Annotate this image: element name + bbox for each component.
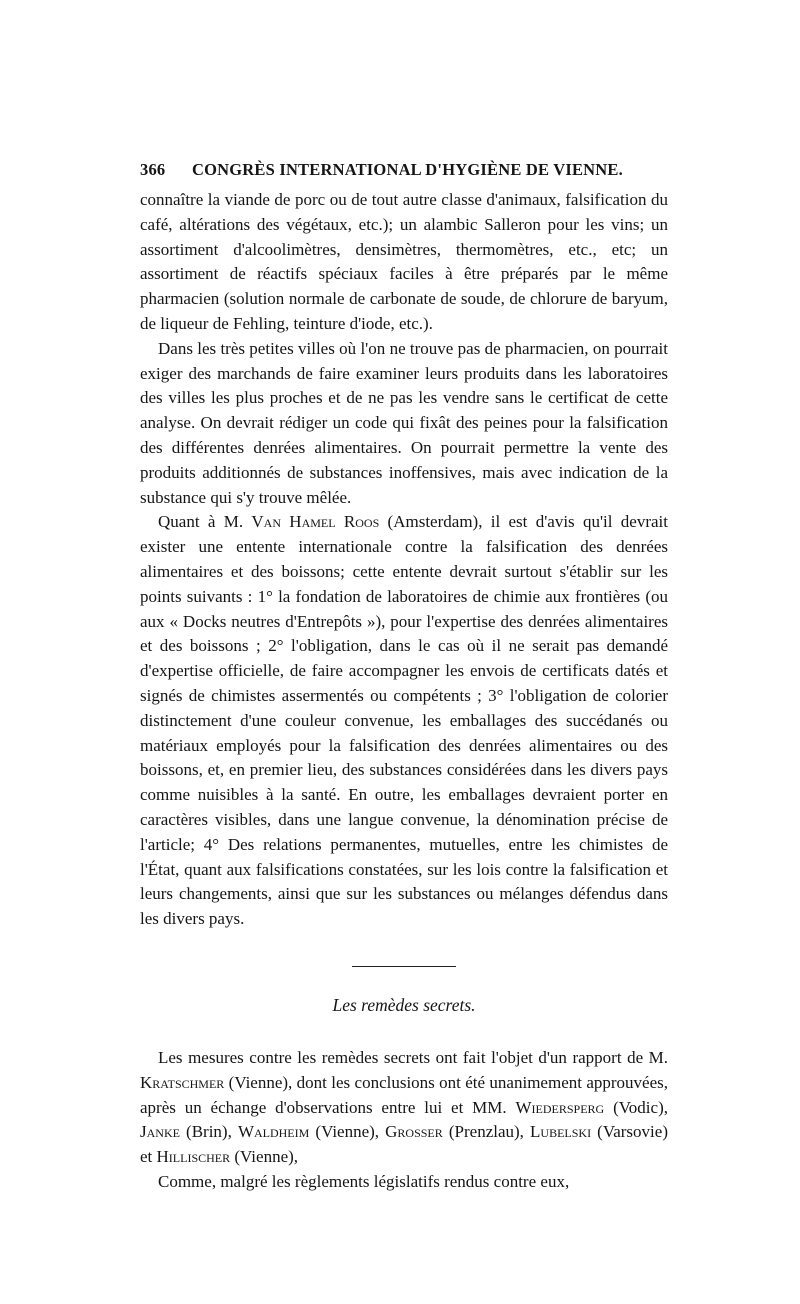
person-name: Wiedersperg [515, 1097, 605, 1117]
person-name: Van Hamel Roos [251, 512, 380, 532]
text-span: (Vienne), dont les conclusions ont été unanimement approuvées, après un échange d'observations entre lui et MM. [140, 1072, 668, 1117]
section-divider [352, 966, 456, 967]
body-text [140, 188, 668, 932]
person-name: Hillischer [156, 1147, 231, 1167]
section-title: Les remèdes secrets. [332, 994, 476, 1015]
paragraph-continuation: connaître la viande de porc ou de tout autre classe d'animaux, falsification du café, altérations des végétaux, etc.); un alambic Salleron pour les vins; un assortiment d'alcoolimètres, densimètres, thermomètres, etc., etc; un assortiment de réactifs spéciaux faciles à être préparés par le même pharmacien (solution normale de carbonate de soude, de chlorure de baryum, de liqueur de Fehling, teinture d'iode, etc.). [140, 190, 668, 333]
text-span: (Vienne), [230, 1147, 299, 1167]
text-span: (Prenzlau), [442, 1122, 531, 1142]
person-name: Kratschmer [140, 1072, 225, 1092]
text-span: (Brin), [179, 1122, 238, 1142]
text-span: (Amsterdam), il est d'avis qu'il devrait exister une entente internationale contre la falsification des denrées alimentaires et des boissons; cette entente devrait surtout s'établir sur les points suivants : 1° la fondation de laboratoires de chimie aux frontières (ou aux « Docks neutres d'Entrepôts »), pour l'expertise des denrées alimentaires et des boissons ; 2° l'obligation, dans le cas où il ne serait pas demandé d'expertise officielle, de faire accompagner les envois de certificats datés et signés de chimistes assermentés ou compétents ; 3° l'obligation de colorier distinctement d'une couleur convenue, les emballages des succédanés ou matériaux employés pour la falsification des denrées alimentaires ou des boissons, et, en premier lieu, des substances considérées dans les divers pays comme nuisibles à la santé. En outre, les emballages devraient porter en caractères visibles, dans une langue convenue, la dénomination précise de l'article; 4° Des relations permanentes, mutuelles, entre les chimistes de l'État, quant aux falsifications constatées, sur les lois contre la falsification et leurs changements, ainsi que sur les substances ou mélanges défendus dans les divers pays. [140, 512, 668, 929]
paragraph-remedes-secrets [140, 1046, 668, 1170]
paragraph-van-hamel-roos [140, 510, 668, 932]
paragraph-small-towns: Dans les très petites villes où l'on ne trouve pas de pharmacien, on pourrait exiger des marchands de faire examiner leurs produits dans les laboratoires des villes les plus proches et de ne pas les vendre sans le certificat de cette analyse. On devrait rédiger un code qui fixât des peines pour la falsification des différentes denrées alimentaires. On pourrait permettre la vente des produits additionnés de substances inoffensives, mais avec indication de la substance qui s'y trouve mêlée. [140, 338, 668, 507]
person-name: Waldheim [237, 1122, 310, 1142]
text-span: Les mesures contre les remèdes secrets ont fait l'objet d'un rapport de M. [158, 1047, 668, 1067]
person-name: Janke [140, 1122, 180, 1142]
person-name: Lubelski [530, 1122, 592, 1142]
running-title: CONGRÈS INTERNATIONAL D'HYGIÈNE DE VIENNE. [192, 160, 623, 179]
text-span: (Vienne), [309, 1122, 386, 1142]
running-header [140, 160, 668, 188]
page-number: 366 [140, 160, 166, 179]
body-text-section [140, 1046, 668, 1195]
paragraph-comme: Comme, malgré les règlements législatifs rendus contre eux, [158, 1171, 570, 1191]
book-page [140, 160, 668, 1195]
text-span: (Varsovie) et [140, 1122, 668, 1167]
person-name: Grosser [385, 1122, 443, 1142]
text-span: Quant à M. [158, 512, 252, 532]
text-span: (Vodic), [604, 1097, 668, 1117]
